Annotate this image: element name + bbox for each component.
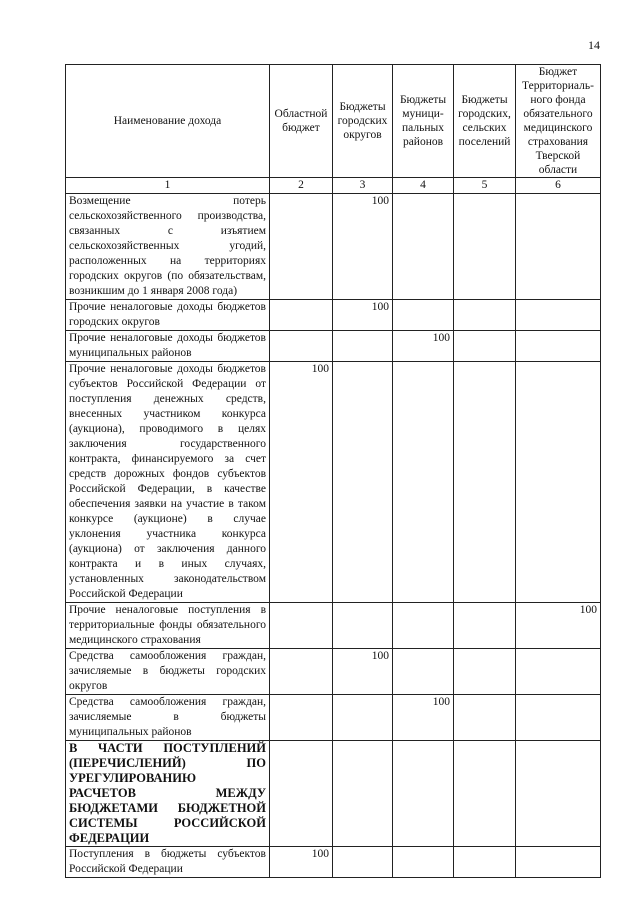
share-value-col-3: 100 — [333, 649, 393, 695]
share-value-col-3 — [333, 603, 393, 649]
share-value-col-3: 100 — [333, 300, 393, 331]
column-header-5: Бюджеты городских, сельских поселений — [454, 65, 516, 178]
table-row — [66, 194, 601, 300]
income-name: Поступления в бюджеты субъектов Российской Федерации — [66, 847, 270, 878]
share-value-col-4: 100 — [393, 331, 454, 362]
column-number-6: 6 — [516, 178, 601, 194]
share-value-col-4 — [393, 847, 454, 878]
share-value-col-2 — [270, 194, 333, 300]
share-value-col-2 — [270, 741, 333, 847]
share-value-col-5 — [454, 300, 516, 331]
income-name: Средства самообложения граждан, зачисляемые в бюджеты муниципальных районов — [66, 695, 270, 741]
column-number-2: 2 — [270, 178, 333, 194]
share-value-col-6 — [516, 194, 601, 300]
income-name: Прочие неналоговые доходы бюджетов субъектов Российской Федерации от поступления денежных средств, внесенных участником конкурса (аукциона), проводимого в целях заключения государственного контракта, финансируемого за счет средств дорожных фондов субъектов Российской Федерации, в качестве обеспечения заявки на участие в таком конкурсе (аукционе) в случае уклонения участника конкурса (аукциона) от заключения данного контракта и в иных случаях, установленных законодательством Российской Федерации — [66, 362, 270, 603]
share-value-col-3: 100 — [333, 194, 393, 300]
share-value-col-6: 100 — [516, 603, 601, 649]
share-value-col-3 — [333, 695, 393, 741]
income-name: Прочие неналоговые доходы бюджетов муниципальных районов — [66, 331, 270, 362]
table-row — [66, 649, 601, 695]
table-row — [66, 300, 601, 331]
header-row — [66, 65, 601, 178]
column-header-2: Областной бюджет — [270, 65, 333, 178]
share-value-col-4 — [393, 741, 454, 847]
share-value-col-2 — [270, 300, 333, 331]
income-name: В ЧАСТИ ПОСТУПЛЕНИЙ (ПЕРЕЧИСЛЕНИЙ) ПО УРЕГУЛИРОВАНИЮ РАСЧЕТОВ МЕЖДУ БЮДЖЕТАМИ БЮДЖЕТНОЙ СИСТЕМЫ РОССИЙСКОЙ ФЕДЕРАЦИИ — [66, 741, 270, 847]
share-value-col-3 — [333, 362, 393, 603]
share-value-col-2 — [270, 695, 333, 741]
share-value-col-4 — [393, 362, 454, 603]
column-header-1: Наименование дохода — [66, 65, 270, 178]
share-value-col-3 — [333, 847, 393, 878]
column-header-4: Бюджеты муници-пальных районов — [393, 65, 454, 178]
share-value-col-5 — [454, 331, 516, 362]
share-value-col-4 — [393, 300, 454, 331]
share-value-col-6 — [516, 300, 601, 331]
share-value-col-6 — [516, 847, 601, 878]
column-number-5: 5 — [454, 178, 516, 194]
page-number: 14 — [588, 38, 600, 52]
share-value-col-4 — [393, 603, 454, 649]
share-value-col-2 — [270, 331, 333, 362]
share-value-col-6 — [516, 695, 601, 741]
share-value-col-5 — [454, 741, 516, 847]
table-row — [66, 603, 601, 649]
table-row — [66, 331, 601, 362]
share-value-col-3 — [333, 331, 393, 362]
share-value-col-2 — [270, 603, 333, 649]
income-name: Возмещение потерь сельскохозяйственного производства, связанных с изъятием сельскохозяйственных угодий, расположенных на территориях городских округов (по обязательствам, возникшим до 1 января 2008 года) — [66, 194, 270, 300]
share-value-col-5 — [454, 847, 516, 878]
share-value-col-6 — [516, 741, 601, 847]
share-value-col-2: 100 — [270, 847, 333, 878]
share-value-col-4 — [393, 649, 454, 695]
table-row — [66, 847, 601, 878]
share-value-col-6 — [516, 649, 601, 695]
share-value-col-5 — [454, 649, 516, 695]
share-value-col-5 — [454, 194, 516, 300]
share-value-col-4: 100 — [393, 695, 454, 741]
share-value-col-5 — [454, 603, 516, 649]
share-value-col-6 — [516, 331, 601, 362]
income-distribution-table — [65, 64, 601, 878]
table-body — [66, 194, 601, 878]
income-name: Прочие неналоговые доходы бюджетов городских округов — [66, 300, 270, 331]
share-value-col-3 — [333, 741, 393, 847]
share-value-col-6 — [516, 362, 601, 603]
table-row — [66, 362, 601, 603]
table-row — [66, 741, 601, 847]
income-name: Средства самообложения граждан, зачисляемые в бюджеты городских округов — [66, 649, 270, 695]
column-header-3: Бюджеты городских округов — [333, 65, 393, 178]
column-number-3: 3 — [333, 178, 393, 194]
share-value-col-2 — [270, 649, 333, 695]
table-row — [66, 695, 601, 741]
share-value-col-5 — [454, 695, 516, 741]
column-header-6: Бюджет Территориаль-ного фонда обязательного медицинского страхования Тверской области — [516, 65, 601, 178]
share-value-col-4 — [393, 194, 454, 300]
income-name: Прочие неналоговые поступления в территориальные фонды обязательного медицинского страхования — [66, 603, 270, 649]
column-number-1: 1 — [66, 178, 270, 194]
column-number-row — [66, 178, 601, 194]
share-value-col-5 — [454, 362, 516, 603]
share-value-col-2: 100 — [270, 362, 333, 603]
column-number-4: 4 — [393, 178, 454, 194]
